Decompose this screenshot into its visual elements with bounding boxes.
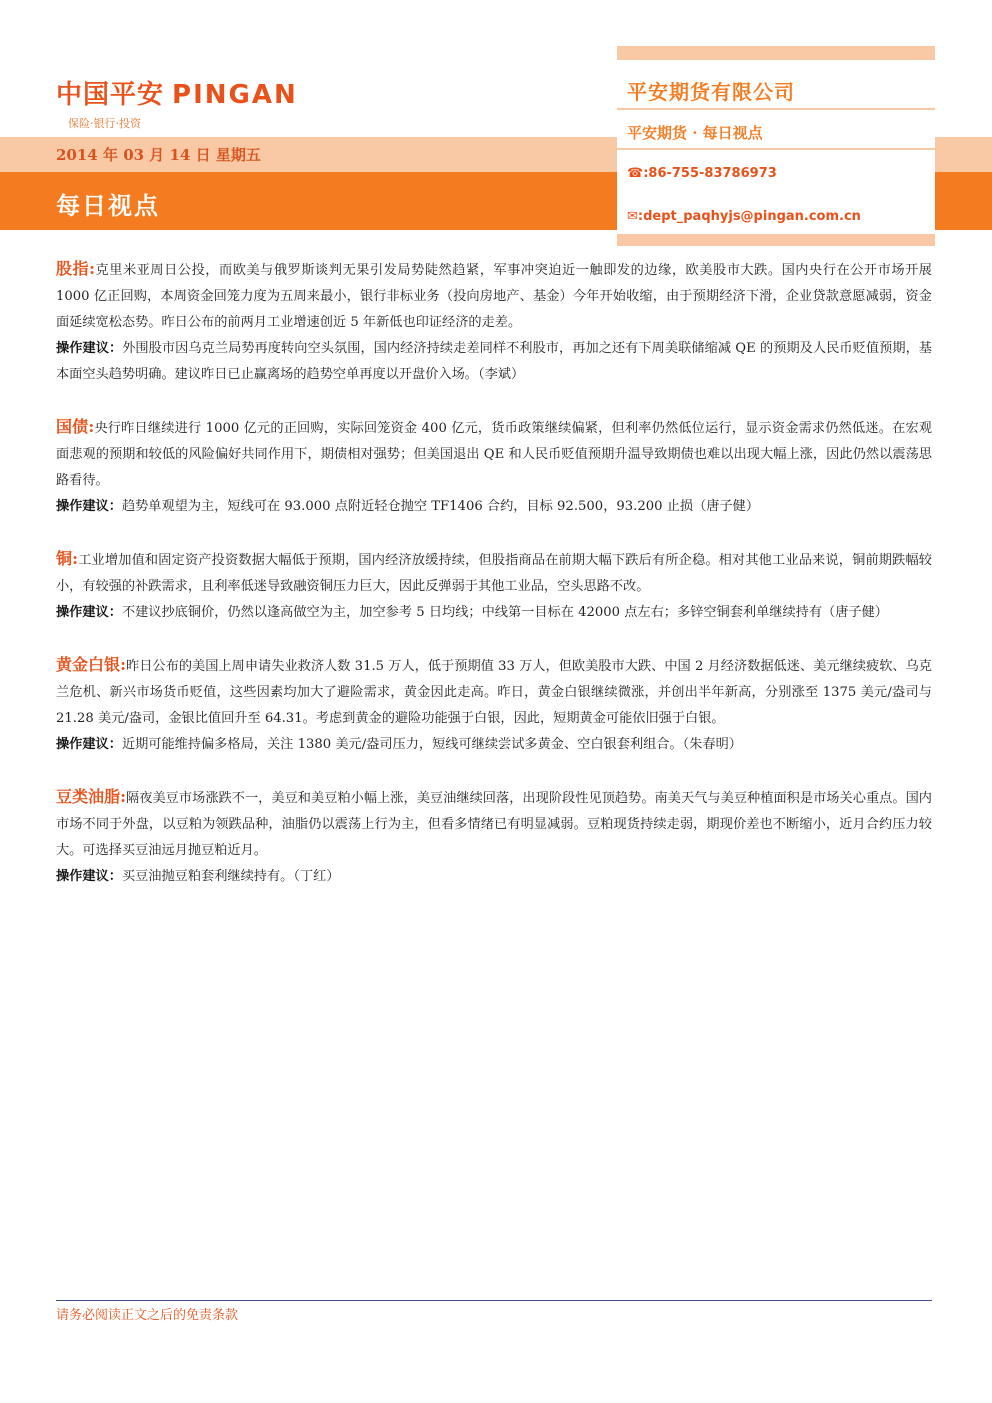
panel-divider xyxy=(617,148,935,150)
phone-icon: ☎ xyxy=(627,166,644,181)
company-name: 平安期货有限公司 xyxy=(627,80,795,104)
section-text: 工业增加值和固定资产投资数据大幅低于预期，国内经济放缓持续，但股指商品在前期大幅下跌后有所企稳。相对其他工业品来说，铜前期跌幅较小，有较强的补跌需求，且利率低迷导致融资铜压力巨大，因此反弹弱于其他工业品，空头思路不改。 xyxy=(56,553,932,594)
section-body xyxy=(56,652,932,732)
panel-subtitle: 平安期货 · 每日视点 xyxy=(627,124,763,142)
section-text: 克里米亚周日公投，而欧美与俄罗斯谈判无果引发局势陡然趋紧，军事冲突迫近一触即发的边缘，欧美股市大跌。国内央行在公开市场开展 1000 亿正回购，本周资金回笼力度为五周来最小，银行非标业务（投向房地产、基金）今年开始收缩，由于预期经济下滑，企业贷款意愿减弱，资金面延续宽松态势。昨日公布的前两月工业增速创近 5 年新低也印证经济的走差。 xyxy=(56,263,932,330)
section-body xyxy=(56,414,932,494)
logo-en: PINGAN xyxy=(172,80,298,110)
section-label: 黄金白银: xyxy=(56,655,126,674)
section-copper xyxy=(56,546,932,626)
section-label: 铜: xyxy=(56,549,79,568)
section-advice xyxy=(56,600,932,626)
advice-label: 操作建议： xyxy=(56,499,122,514)
panel-stripe-top xyxy=(617,46,935,60)
section-treasury xyxy=(56,414,932,520)
section-stock-index xyxy=(56,256,932,388)
email-icon: ✉ xyxy=(627,209,638,224)
section-advice xyxy=(56,494,932,520)
section-label: 股指: xyxy=(56,259,95,278)
section-soy-oils xyxy=(56,784,932,890)
logo-cn: 中国平安 xyxy=(56,80,165,110)
footer-disclaimer: 请务必阅读正文之后的免责条款 xyxy=(56,1308,239,1323)
email-address[interactable]: :dept_paqhyjs@pingan.com.cn xyxy=(637,209,861,224)
section-label: 豆类油脂: xyxy=(56,787,127,806)
section-text: 昨日公布的美国上周申请失业救济人数 31.5 万人，低于预期值 33 万人，但欧美股市大跌、中国 2 月经济数据低迷、美元继续疲软、乌克兰危机、新兴市场货币贬值，这些因素均加大了避险需求，黄金因此走高。昨日，黄金白银继续微涨，并创出半年新高，分别涨至 1375 美元/盎司与 21.28 美元/盎司，金银比值回升至 64.31。考虑到黄金的避险功能强于白银，因此，短期黄金可能依旧强于白银。 xyxy=(56,659,932,726)
advice-text: 买豆油抛豆粕套利继续持有。（丁红） xyxy=(121,869,340,884)
section-advice xyxy=(56,864,932,890)
section-text: 隔夜美豆市场涨跌不一，美豆和美豆粕小幅上涨，美豆油继续回落，出现阶段性见顶趋势。南美天气与美豆种植面积是市场关心重点。国内市场不同于外盘，以豆粕为领跌品种，油脂仍以震荡上行为主，但看多情绪已有明显减弱。豆粕现货持续走弱，期现价差也不断缩小，近月合约压力较大。可选择买豆油远月抛豆粕近月。 xyxy=(56,791,932,858)
advice-label: 操作建议： xyxy=(56,869,122,884)
company-panel xyxy=(617,46,935,246)
advice-text: 外围股市因乌克兰局势再度转向空头氛围，国内经济持续走差同样不利股市，再加之还有下周美联储缩减 QE 的预期及人民币贬值预期，基本面空头趋势明确。建议昨日已止赢离场的趋势空单再度以开盘价入场。（李斌） xyxy=(56,341,932,382)
report-content xyxy=(56,256,932,916)
logo xyxy=(56,74,298,131)
section-text: 央行昨日继续进行 1000 亿元的正回购，实际回笼资金 400 亿元，货币政策继续偏紧，但利率仍然低位运行，显示资金需求仍然低迷。在宏观面悲观的预期和较低的风险偏好共同作用下，期债相对强势；但美国退出 QE 和人民币贬值预期升温导致期债也难以出现大幅上涨，因此仍然以震荡思路看待。 xyxy=(56,421,932,488)
section-body xyxy=(56,546,932,600)
advice-text: 趋势单观望为主，短线可在 93.000 点附近轻仓抛空 TF1406 合约，目标 92.500，93.200 止损（唐子健） xyxy=(121,499,760,514)
contact-email[interactable] xyxy=(627,209,861,224)
advice-label: 操作建议： xyxy=(56,605,122,620)
logo-text xyxy=(56,74,298,111)
section-body xyxy=(56,784,932,864)
panel-divider xyxy=(617,108,935,110)
section-advice xyxy=(56,336,932,388)
contact-phone xyxy=(627,166,777,181)
advice-text: 不建议抄底铜价，仍然以逢高做空为主，加空参考 5 日均线；中线第一目标在 42000 点左右；多锌空铜套利单继续持有（唐子健） xyxy=(121,605,888,620)
footer-divider xyxy=(56,1300,932,1301)
panel-stripe-bottom xyxy=(617,234,935,246)
phone-number: :86-755-83786973 xyxy=(643,166,777,181)
page-title: 每日视点 xyxy=(56,191,160,220)
advice-label: 操作建议： xyxy=(56,341,123,356)
section-gold-silver xyxy=(56,652,932,758)
advice-label: 操作建议： xyxy=(56,737,122,752)
logo-tagline: 保险·银行·投资 xyxy=(68,117,141,130)
section-label: 国债: xyxy=(56,417,95,436)
section-advice xyxy=(56,732,932,758)
section-body xyxy=(56,256,932,336)
advice-text: 近期可能维持偏多格局，关注 1380 美元/盎司压力，短线可继续尝试多黄金、空白银套利组合。（朱春明） xyxy=(121,737,742,752)
report-date: 2014 年 03 月 14 日 星期五 xyxy=(56,146,261,164)
